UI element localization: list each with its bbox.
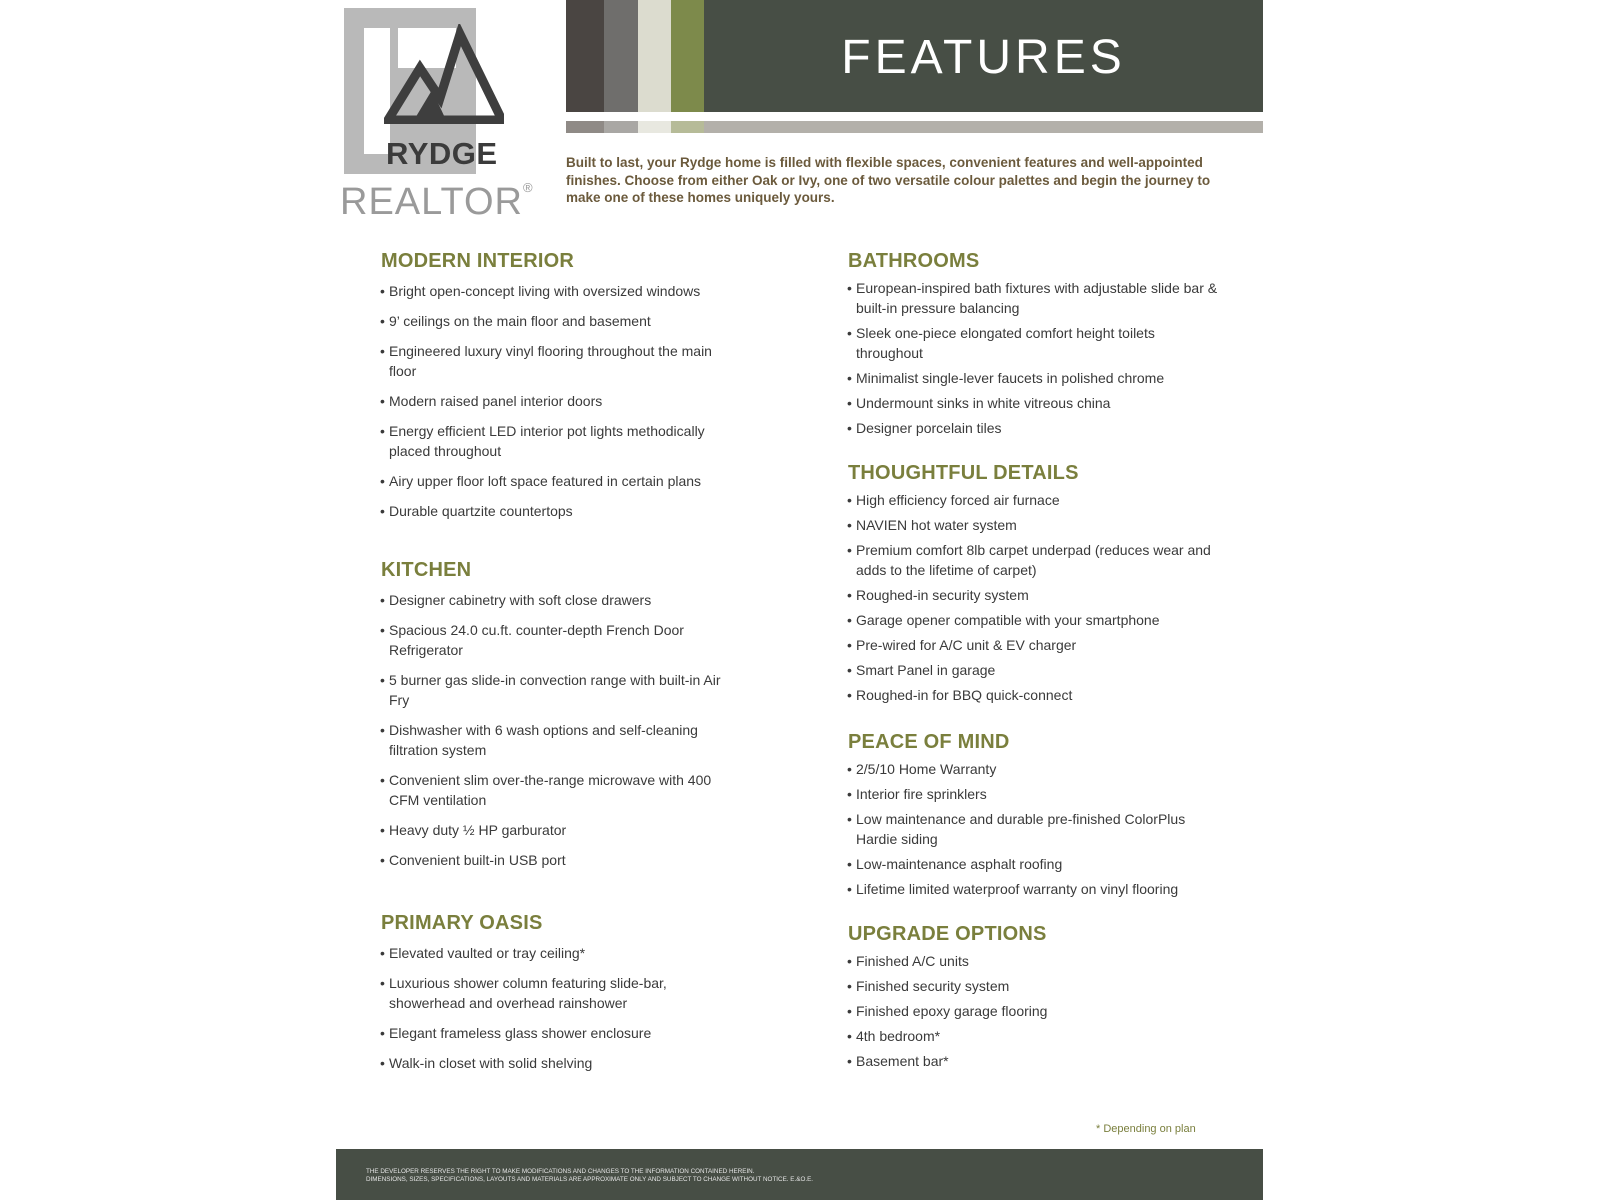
feature-item: • Elegant frameless glass shower enclosure <box>381 1023 741 1043</box>
feature-item: • Walk-in closet with solid shelving <box>381 1053 741 1073</box>
feature-item: • High efficiency forced air furnace <box>848 490 1218 510</box>
logo-realtor: REALTOR® <box>340 180 534 223</box>
feature-item: • Convenient slim over-the-range microwave with 400 CFM ventilation <box>381 770 741 810</box>
section-bathrooms <box>848 250 1218 438</box>
feature-item: • Designer porcelain tiles <box>848 418 1218 438</box>
feature-item: • Luxurious shower column featuring slide-bar, showerhead and overhead rainshower <box>381 973 741 1013</box>
header-underline <box>671 121 704 133</box>
feature-list <box>381 590 741 870</box>
feature-item: • Heavy duty ½ HP garburator <box>381 820 741 840</box>
feature-item: • 2/5/10 Home Warranty <box>848 759 1218 779</box>
feature-item: • Minimalist single-lever faucets in polished chrome <box>848 368 1218 388</box>
feature-item: • Garage opener compatible with your smartphone <box>848 610 1218 630</box>
section-heading: MODERN INTERIOR <box>381 250 574 272</box>
disclaimer <box>366 1168 813 1184</box>
feature-item: • Engineered luxury vinyl flooring throughout the main floor <box>381 341 741 381</box>
intro-paragraph: Built to last, your Rydge home is filled with flexible spaces, convenient features and well-appointed finishes. Choose from either Oak or Ivy, one of two versatile colour palettes and begin the journey to make one of these homes uniquely yours. <box>566 155 1211 205</box>
feature-item: • Interior fire sprinklers <box>848 784 1218 804</box>
feature-item: • Dishwasher with 6 wash options and self-cleaning filtration system <box>381 720 741 760</box>
feature-item: • NAVIEN hot water system <box>848 515 1218 535</box>
feature-list <box>848 490 1218 705</box>
page-title: FEATURES <box>841 31 1126 84</box>
feature-item: • Airy upper floor loft space featured in certain plans <box>381 471 741 491</box>
realtor-logo <box>340 8 534 223</box>
feature-item: • Modern raised panel interior doors <box>381 391 741 411</box>
feature-item: • Finished A/C units <box>848 951 1218 971</box>
section-primary-oasis <box>381 912 741 1073</box>
section-thoughtful-details <box>848 462 1218 705</box>
feature-sheet <box>336 0 1263 1200</box>
feature-list <box>381 943 741 1073</box>
disclaimer-line: DIMENSIONS, SIZES, SPECIFICATIONS, LAYOUTS AND MATERIALS ARE APPROXIMATE ONLY AND SUBJECT TO CHANGE WITHOUT NOTICE. E.&O.E. <box>366 1176 814 1183</box>
feature-list <box>848 951 1218 1071</box>
feature-item: • Low maintenance and durable pre-finished ColorPlus Hardie siding <box>848 809 1218 849</box>
feature-item: • Finished epoxy garage flooring <box>848 1001 1218 1021</box>
feature-item: • Sleek one-piece elongated comfort height toilets throughout <box>848 323 1218 363</box>
feature-item: • 4th bedroom* <box>848 1026 1218 1046</box>
feature-list <box>848 278 1218 438</box>
feature-item: • Undermount sinks in white vitreous china <box>848 393 1218 413</box>
header-stripe <box>671 0 704 112</box>
header-underline <box>604 121 638 133</box>
feature-item: • Energy efficient LED interior pot lights methodically placed throughout <box>381 421 741 461</box>
section-kitchen <box>381 559 741 870</box>
header-stripe <box>604 0 638 112</box>
feature-item: • Designer cabinetry with soft close drawers <box>381 590 741 610</box>
feature-item: • Finished security system <box>848 976 1218 996</box>
header-underline <box>638 121 671 133</box>
header-title-area <box>704 0 1263 112</box>
footnote: * Depending on plan <box>1096 1123 1196 1135</box>
feature-list <box>381 281 741 521</box>
header-stripe <box>638 0 671 112</box>
footer-bar <box>336 1149 1263 1200</box>
feature-item: • Bright open-concept living with oversized windows <box>381 281 741 301</box>
feature-item: • European-inspired bath fixtures with adjustable slide bar & built-in pressure balancing <box>848 278 1218 318</box>
header-underline <box>704 121 1263 133</box>
header-underline <box>566 121 604 133</box>
feature-item: • Spacious 24.0 cu.ft. counter-depth French Door Refrigerator <box>381 620 741 660</box>
logo-brand: RYDGE <box>386 136 498 171</box>
feature-item: • Durable quartzite countertops <box>381 501 741 521</box>
right-column <box>848 250 1218 1076</box>
feature-item: • Convenient built-in USB port <box>381 850 741 870</box>
feature-item: • Premium comfort 8lb carpet underpad (reduces wear and adds to the lifetime of carpet) <box>848 540 1218 580</box>
feature-item: • Basement bar* <box>848 1051 1218 1071</box>
section-heading: BATHROOMS <box>848 250 980 272</box>
section-heading: UPGRADE OPTIONS <box>848 923 1047 945</box>
section-modern-interior <box>381 250 741 521</box>
feature-item: • Elevated vaulted or tray ceiling* <box>381 943 741 963</box>
feature-item: • Smart Panel in garage <box>848 660 1218 680</box>
feature-item: • Roughed-in security system <box>848 585 1218 605</box>
section-upgrade-options <box>848 923 1218 1071</box>
feature-item: • Roughed-in for BBQ quick-connect <box>848 685 1218 705</box>
left-column <box>381 250 741 1083</box>
section-heading: PRIMARY OASIS <box>381 912 543 934</box>
feature-item: • Lifetime limited waterproof warranty on vinyl flooring <box>848 879 1218 899</box>
header-banner <box>566 0 1263 133</box>
section-heading: KITCHEN <box>381 559 472 581</box>
feature-list <box>848 759 1218 899</box>
feature-item: • 5 burner gas slide-in convection range with built-in Air Fry <box>381 670 741 710</box>
feature-item: • Low-maintenance asphalt roofing <box>848 854 1218 874</box>
mountain-icon <box>384 24 504 124</box>
section-heading: PEACE OF MIND <box>848 731 1010 753</box>
feature-item: • Pre-wired for A/C unit & EV charger <box>848 635 1218 655</box>
feature-item: • 9’ ceilings on the main floor and basement <box>381 311 741 331</box>
section-heading: THOUGHTFUL DETAILS <box>848 462 1079 484</box>
section-peace-of-mind <box>848 731 1218 899</box>
header-stripe <box>566 0 604 112</box>
disclaimer-line: THE DEVELOPER RESERVES THE RIGHT TO MAKE MODIFICATIONS AND CHANGES TO THE INFORMATION CONTAINED HEREIN. <box>366 1168 755 1175</box>
